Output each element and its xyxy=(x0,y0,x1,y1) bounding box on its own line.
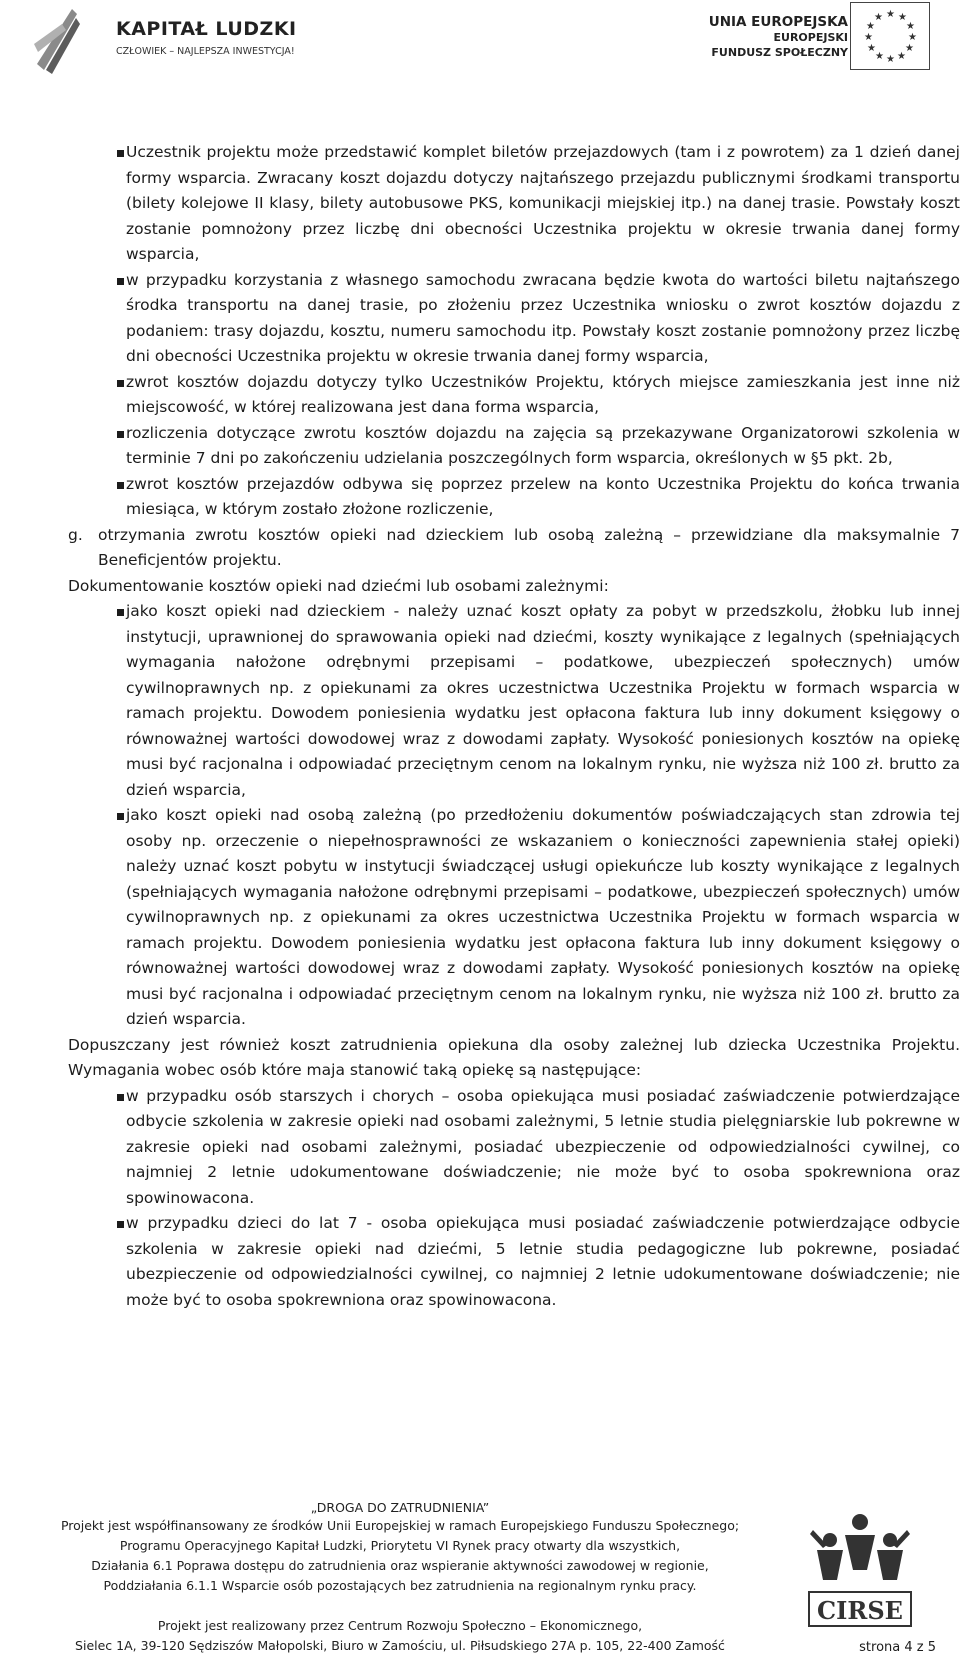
svg-text:★: ★ xyxy=(864,32,873,43)
footer-line: Projekt jest współfinansowany ze środków Unii Europejskiej w ramach Europejskiego Funduszu Społecznego; xyxy=(60,1518,740,1533)
ue-logo-line3: FUNDUSZ SPOŁECZNY xyxy=(711,46,848,59)
list-item: Uczestnik projektu może przedstawić komplet biletów przejazdowych (tam i z powrotem) za 1 dzień danej formy wsparcia. Zwracany koszt dojazdu dotyczy najtańszego przejazdu publicznymi środkami transportu (bilety kolejowe II klasy, bilety autobusowe PKS, komunikacji miejskiej itp.) na danej trasie. Powstały koszt zostanie pomnożony przez liczbę dni obecności Uczestnika projektu w okresie trwania danej formy wsparcia, xyxy=(68,140,960,268)
page-header xyxy=(0,0,960,80)
svg-text:★: ★ xyxy=(908,32,917,43)
svg-text:★: ★ xyxy=(906,21,915,32)
footer-line: Projekt jest realizowany przez Centrum Rozwoju Społeczno – Ekonomicznego, xyxy=(157,1618,643,1633)
svg-text:★: ★ xyxy=(898,12,907,23)
svg-text:★: ★ xyxy=(886,9,895,20)
list-item: jako koszt opieki nad dzieckiem - należy uznać koszt opłaty za pobyt w przedszkolu, żłobku lub innej instytucji, uprawnionej do sprawowania opieki nad dziećmi, koszty wynikające z legalnych (spełniających wymagania nałożone odrębnymi przepisami – podatkowe, ubezpieczeń społecznych) umów cywilnoprawnych np. z opiekunami za okres uczestnictwa Uczestnika Projektu w formach wsparcia w ramach projektu. Dowodem poniesienia wydatku jest opłacona faktura lub inny dokument księgowy o równoważnej wartości dowodowej wraz z dowodami zapłaty. Wysokość poniesionych kosztów na opiekę musi być racjonalna i odpowiadać przeciętnym cenom na lokalnym rynku, nie wyższa niż 100 zł. brutto za dzień wsparcia, xyxy=(68,599,960,803)
ue-logo-line1: UNIA EUROPEJSKA xyxy=(708,14,848,30)
list-item: zwrot kosztów przejazdów odbywa się poprzez przelew na konto Uczestnika Projektu do końca trwania miesiąca, w którym zostało złożone rozliczenie, xyxy=(68,472,960,523)
kapital-ludzki-logo xyxy=(32,2,332,78)
footer-line: Sielec 1A, 39-120 Sędziszów Małopolski, Biuro w Zamościu, ul. Piłsudskiego 27A p. 105, 22-400 Zamość xyxy=(75,1638,725,1653)
paragraph: Dokumentowanie kosztów opieki nad dziećmi lub osobami zależnymi: xyxy=(68,576,609,595)
list-item: zwrot kosztów dojazdu dotyczy tylko Uczestników Projektu, których miejsce zamieszkania jest inne niż miejscowość, w której realizowana jest dana forma wsparcia, xyxy=(68,370,960,421)
page-number: strona 4 z 5 xyxy=(859,1640,936,1655)
ue-logo-line2: EUROPEJSKI xyxy=(773,31,848,44)
svg-text:CIRSE: CIRSE xyxy=(817,1596,903,1625)
people-group-icon xyxy=(805,1510,915,1635)
list-item: jako koszt opieki nad osobą zależną (po przedłożeniu dokumentów poświadczających stan zdrowia tej osoby np. orzeczenie o niepełnosprawności ze wskazaniem o konieczności zapewnienia stałej opieki) należy uznać koszt pobytu w instytucji świadczącej usługi opiekuńcze lub koszty wynikające z legalnych (spełniających wymagania nałożone odrębnymi przepisami – podatkowe, ubezpieczeń społecznych) umów cywilnoprawnych np. z opiekunami za okres uczestnictwa Uczestnika Projektu w formach wsparcia w ramach projektu. Dowodem poniesienia wydatku jest opłacona faktura lub inny dokument księgowy o równoważnej wartości dowodowej wraz z dowodami zapłaty. Wysokość poniesionych kosztów na opiekę musi być racjonalna i odpowiadać przeciętnym cenom na lokalnym rynku, nie wyższa niż 100 zł. brutto za dzień wsparcia. xyxy=(68,803,960,1033)
list-item: rozliczenia dotyczące zwrotu kosztów dojazdu na zajęcia są przekazywane Organizatorowi szkolenia w terminie 7 dni po zakończeniu udzielania poszczególnych form wsparcia, określonych w §5 pkt. 2b, xyxy=(68,421,960,472)
list-item: w przypadku korzystania z własnego samochodu zwracana będzie kwota do wartości biletu najtańszego środka transportu na danej trasie, po złożeniu przez Uczestnika wniosku o zwrot kosztów dojazdu z podaniem: trasy dojazdu, kosztu, numeru samochodu itp. Powstały koszt zostanie pomnożony przez liczbę dni obecności Uczestnika projektu w okresie trwania danej formy wsparcia, xyxy=(68,268,960,370)
svg-text:★: ★ xyxy=(886,54,895,65)
svg-text:★: ★ xyxy=(905,43,914,54)
document-body xyxy=(68,140,960,1313)
kapital-ludzki-subtitle: CZŁOWIEK – NAJLEPSZA INWESTYCJA! xyxy=(116,46,295,57)
eu-flag-icon xyxy=(850,2,930,70)
svg-text:★: ★ xyxy=(867,43,876,54)
footer-project-name: „DROGA DO ZATRUDNIENIA” xyxy=(310,1500,490,1515)
list-item: w przypadku osób starszych i chorych – osoba opiekująca musi posiadać zaświadczenie potwierdzające odbycie szkolenia w zakresie opieki nad osobami zależnymi, 5 letnie studia pielęgniarskie lub pokrewne w zakresie opieki nad osobami zależnymi, posiadać ubezpieczenie od odpowiedzialności cywilnej, co najmniej 2 letnie udokumentowane doświadczenie; nie może być to osoba spokrewniona oraz spowinowacona. xyxy=(68,1084,960,1212)
footer-line: Działania 6.1 Poprawa dostępu do zatrudnienia oraz wspieranie aktywności zawodowej w regionie, xyxy=(91,1558,709,1573)
footer-line: Programu Operacyjnego Kapitał Ludzki, Priorytetu VI Rynek pracy otwarty dla wszystkich, xyxy=(119,1538,681,1553)
kapital-ludzki-emblem-icon xyxy=(32,4,82,74)
paragraph: Dopuszczany jest również koszt zatrudnienia opiekuna dla osoby zależnej lub dziecka Uczestnika Projektu. Wymagania wobec osób które maja stanowić taką opiekę są następujące: xyxy=(68,1035,960,1079)
list-marker: g. xyxy=(68,525,83,544)
svg-text:★: ★ xyxy=(897,51,906,62)
svg-text:★: ★ xyxy=(866,21,875,32)
footer-line: Poddziałania 6.1.1 Wsparcie osób pozostających bez zatrudnienia na regionalnym rynku pracy. xyxy=(103,1578,697,1593)
cirse-logo xyxy=(805,1510,915,1635)
svg-text:★: ★ xyxy=(874,12,883,23)
kapital-ludzki-title: KAPITAŁ LUDZKI xyxy=(116,18,297,40)
list-item: w przypadku dzieci do lat 7 - osoba opiekująca musi posiadać zaświadczenie potwierdzające odbycie szkolenia w zakresie opieki nad dziećmi, 5 letnie studia pedagogiczne lub pokrewne, posiadać ubezpieczenie od odpowiedzialności cywilnej, co najmniej 2 letnie udokumentowane doświadczenie; nie może być to osoba spokrewniona oraz spowinowacona. xyxy=(68,1211,960,1313)
svg-text:★: ★ xyxy=(875,51,884,62)
list-item-g: g. otrzymania zwrotu kosztów opieki nad dzieckiem lub osobą zależną – przewidziane dla maksymalnie 7 Beneficjentów projektu. xyxy=(68,523,960,574)
